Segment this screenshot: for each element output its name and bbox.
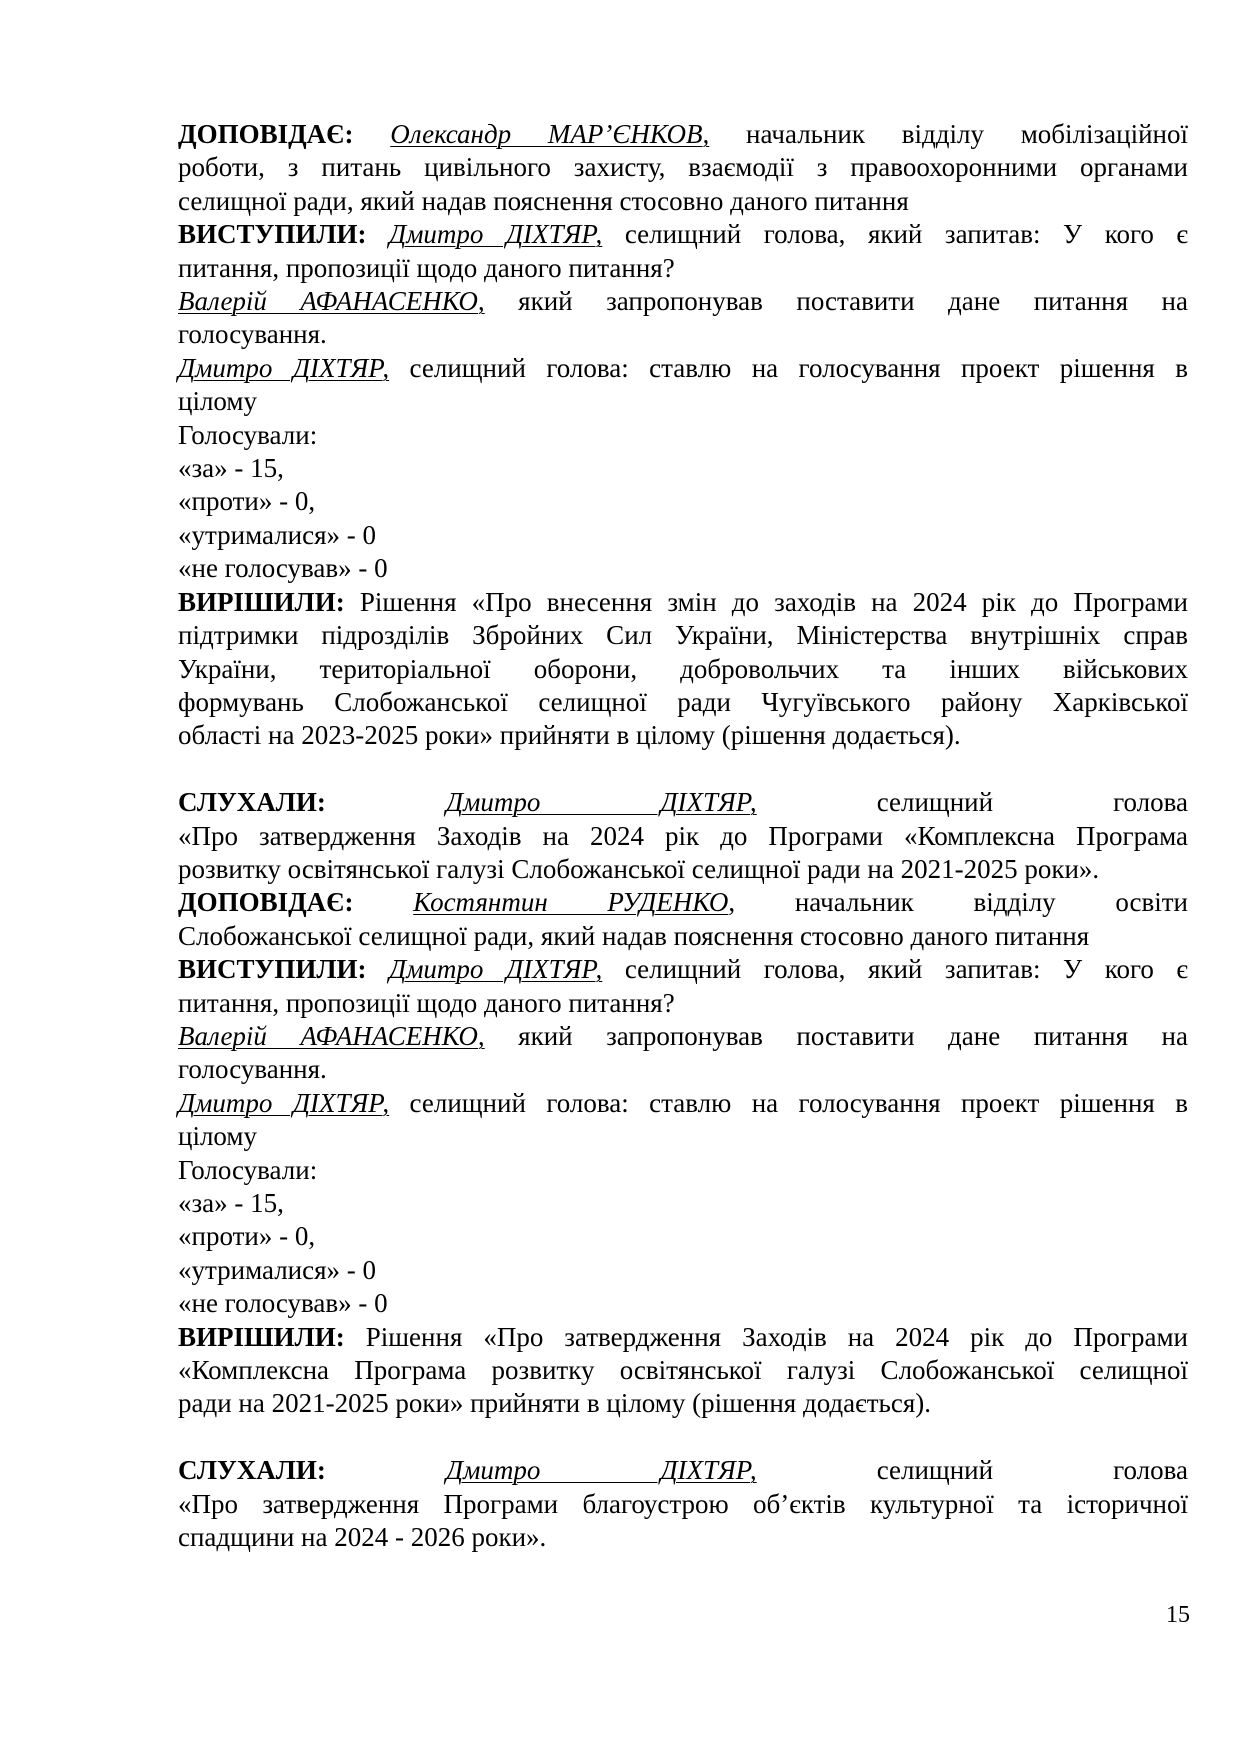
body-text: України, територіальної оборони, добровольчих та інших військових [178, 653, 1188, 684]
body-text: області на 2023-2025 роки» прийняти в цілому (рішення додається). [178, 720, 961, 751]
text-line [178, 820, 1188, 853]
text-line [178, 619, 1188, 652]
body-text [366, 954, 389, 984]
body-text: «Про затвердження Заходів на 2024 рік до Програми «Комплексна Програма [178, 820, 1188, 851]
text-line [178, 1187, 1188, 1220]
body-text: ради на 2021-2025 роки» прийняти в цілому (рішення додається). [178, 1388, 931, 1419]
text-line [178, 185, 1188, 218]
body-text: «не голосував» - 0 [178, 553, 388, 584]
body-text: формувань Слобожанської селищної ради Чугуївського району Харківської [178, 686, 1188, 717]
body-text [353, 887, 413, 917]
text-line [178, 1488, 1188, 1521]
section-keyword: ВИРІШИЛИ: [178, 1321, 345, 1352]
text-line [178, 953, 1188, 986]
text-line [178, 1053, 1188, 1086]
paragraph [178, 1254, 1188, 1287]
section-keyword: СЛУХАЛИ: [178, 787, 326, 818]
paragraph [178, 552, 1188, 585]
body-text: «Комплексна Програма розвитку освітянської галузі Слобожанської селищної [178, 1355, 1188, 1386]
section-keyword: ДОПОВІДАЄ: [178, 119, 354, 149]
paragraph [178, 1187, 1188, 1220]
text-line [178, 686, 1188, 719]
body-text: «утрималися» - 0 [178, 1254, 377, 1285]
text-line [178, 1321, 1188, 1354]
paragraph [178, 1220, 1188, 1253]
body-text: селищний голова [756, 1455, 1189, 1486]
person-name: Костянтин РУДЕНКО [413, 887, 729, 918]
body-text: «за» - 15, [178, 453, 284, 484]
body-text: начальник відділу мобілізаційної [709, 119, 1188, 149]
body-text: цілому [178, 386, 257, 417]
body-text: «проти» - 0, [178, 1221, 316, 1252]
body-text: «за» - 15, [178, 1187, 284, 1218]
body-text: «проти» - 0, [178, 486, 316, 517]
text-line [178, 452, 1188, 485]
paragraph [178, 1154, 1188, 1187]
paragraph [178, 285, 1188, 352]
body-text: селищний голова: ставлю на голосування проект рішення в [389, 1087, 1188, 1118]
body-text: Голосували: [178, 1154, 318, 1185]
paragraph [178, 586, 1188, 753]
paragraph [178, 1454, 1188, 1554]
text-line [178, 318, 1188, 351]
body-text: Слобожанської селищної ради, який надав пояснення стосовно даного питання [178, 920, 1090, 951]
document-page [178, 118, 1188, 1554]
body-text: питання, пропозиції щодо даного питання? [178, 252, 675, 283]
body-text: розвитку освітянської галузі Слобожанської селищної ради на 2021-2025 роки». [178, 853, 1100, 884]
paragraph [178, 1087, 1188, 1154]
text-line [178, 853, 1188, 886]
page-number: 15 [1166, 1602, 1190, 1628]
body-text [326, 787, 446, 817]
text-line [178, 1020, 1188, 1053]
text-line [178, 552, 1188, 585]
body-text: спадщини на 2024 - 2026 роки». [178, 1522, 547, 1553]
text-line [178, 485, 1188, 518]
paragraph [178, 1020, 1188, 1087]
paragraph [178, 485, 1188, 518]
paragraph [178, 1287, 1188, 1320]
body-text: голосування. [178, 319, 327, 350]
body-text: «утрималися» - 0 [178, 519, 377, 550]
person-name: Дмитро ДІХТЯР, [389, 954, 603, 985]
body-text: який запропонував поставити дане питання на [484, 1020, 1188, 1051]
body-text [353, 119, 390, 149]
person-name: Олександр МАР’ЄНКОВ, [390, 119, 710, 149]
body-text: селищний голова: ставлю на голосування проект рішення в [389, 352, 1188, 383]
body-text: «не голосував» - 0 [178, 1288, 388, 1319]
body-text: селищний голова, який запитав: У кого є [602, 219, 1189, 250]
text-line [178, 1254, 1188, 1287]
paragraph [178, 118, 1188, 218]
text-line [178, 719, 1188, 752]
text-line [178, 1220, 1188, 1253]
body-text: який запропонував поставити дане питання на [484, 286, 1188, 317]
body-text: голосування. [178, 1054, 327, 1085]
body-text: цілому [178, 1121, 257, 1152]
text-line [178, 653, 1188, 686]
person-name: Дмитро ДІХТЯР, [445, 1455, 757, 1486]
text-line [178, 920, 1188, 953]
text-line [178, 786, 1188, 819]
section-keyword: СЛУХАЛИ: [178, 1455, 326, 1486]
text-line [178, 519, 1188, 552]
text-line [178, 218, 1188, 251]
text-line [178, 285, 1188, 318]
paragraph [178, 786, 1188, 886]
body-text: підтримки підрозділів Збройних Сил України, Міністерства внутрішніх справ [178, 620, 1188, 651]
body-text: Рішення «Про затвердження Заходів на 2024 рік до Програми [344, 1321, 1188, 1352]
text-line [178, 1120, 1188, 1153]
person-name: Валерій АФАНАСЕНКО, [178, 1020, 485, 1051]
paragraph [178, 953, 1188, 1020]
paragraph [178, 352, 1188, 419]
text-line [178, 1354, 1188, 1387]
body-text: роботи, з питань цивільного захисту, взаємодії з правоохоронними органами [178, 152, 1188, 183]
person-name: Дмитро ДІХТЯР, [178, 352, 390, 383]
body-text: Рішення «Про внесення змін до заходів на 2024 рік до Програми [344, 586, 1188, 617]
body-text [326, 1455, 446, 1485]
body-text: селищної ради, який надав пояснення стосовно даного питання [178, 185, 909, 216]
person-name: Дмитро ДІХТЯР, [389, 219, 603, 250]
body-text: селищний голова [756, 787, 1189, 818]
text-line [178, 886, 1188, 919]
text-line [178, 151, 1188, 184]
body-text [366, 219, 389, 249]
text-line [178, 1287, 1188, 1320]
body-text: Голосували: [178, 419, 318, 450]
paragraph [178, 419, 1188, 452]
text-line [178, 385, 1188, 418]
text-line [178, 352, 1188, 385]
text-line [178, 1087, 1188, 1120]
text-line [178, 118, 1188, 151]
person-name: Дмитро ДІХТЯР, [178, 1087, 390, 1118]
paragraph [178, 1321, 1188, 1421]
body-text: «Про затвердження Програми благоустрою об’єктів культурної та історичної [178, 1488, 1188, 1519]
paragraph-spacer [178, 1421, 1188, 1454]
text-line [178, 1521, 1188, 1554]
body-text: селищний голова, який запитав: У кого є [602, 954, 1189, 985]
section-keyword: ВИСТУПИЛИ: [178, 954, 367, 985]
paragraph [178, 886, 1188, 953]
person-name: Валерій АФАНАСЕНКО, [178, 286, 485, 317]
text-line [178, 1387, 1188, 1420]
paragraph-spacer [178, 753, 1188, 786]
body-text: , начальник відділу освіти [728, 887, 1189, 918]
text-line [178, 987, 1188, 1020]
text-line [178, 586, 1188, 619]
text-line [178, 1154, 1188, 1187]
person-name: Дмитро ДІХТЯР, [445, 787, 757, 818]
paragraph [178, 519, 1188, 552]
text-line [178, 419, 1188, 452]
section-keyword: ВИСТУПИЛИ: [178, 219, 367, 250]
paragraph [178, 452, 1188, 485]
body-text: питання, пропозиції щодо даного питання? [178, 987, 675, 1018]
section-keyword: ВИРІШИЛИ: [178, 586, 345, 617]
text-line [178, 1454, 1188, 1487]
paragraph [178, 218, 1188, 285]
text-line [178, 252, 1188, 285]
section-keyword: ДОПОВІДАЄ: [178, 887, 354, 918]
